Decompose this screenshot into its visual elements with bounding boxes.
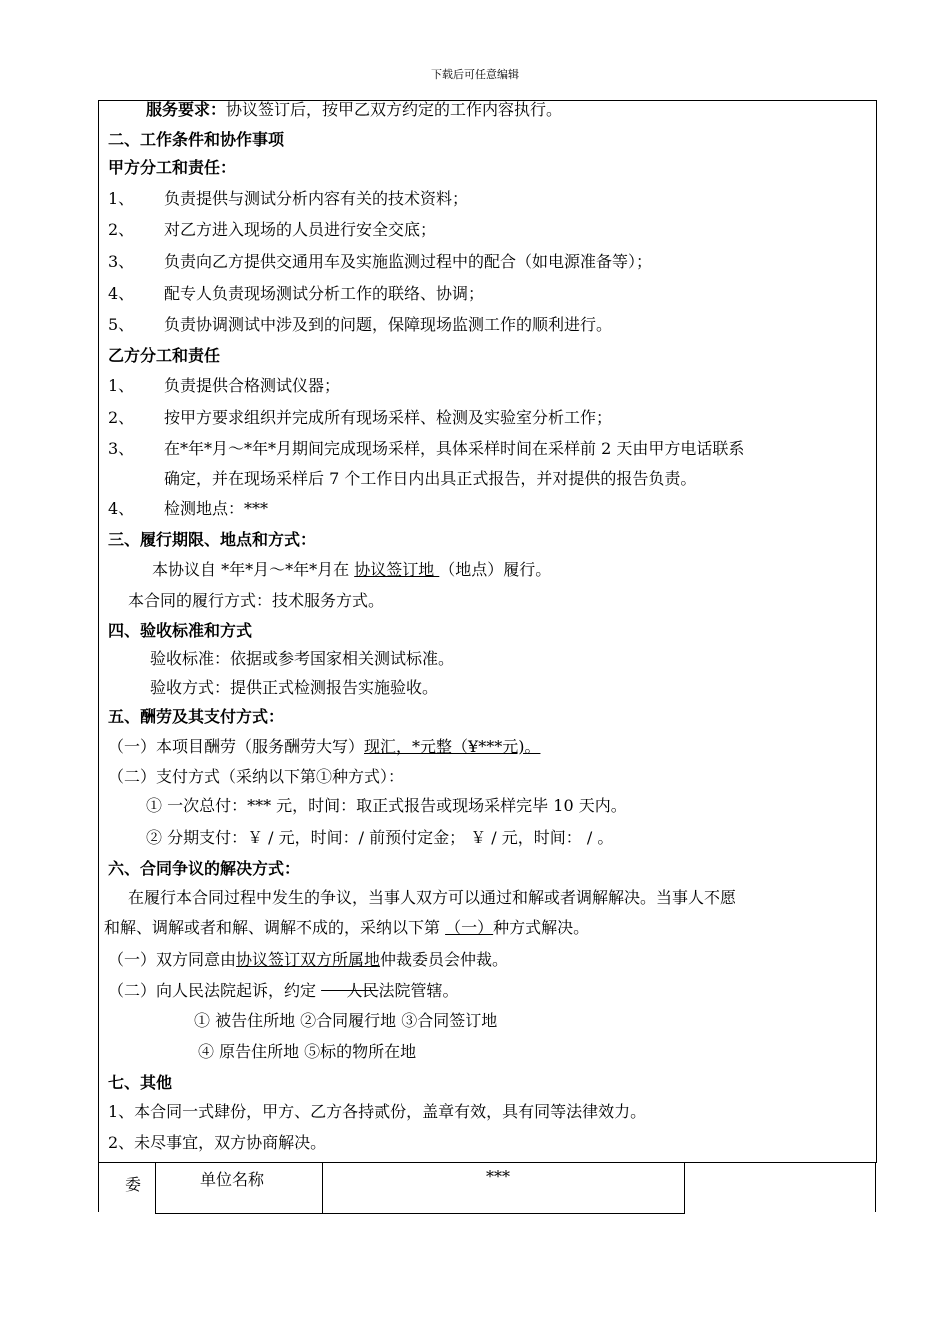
acceptance-method: 验收方式：提供正式检测报告实施验收。 (150, 678, 439, 697)
party-b-item-continued: 确定，并在现场采样后 7 个工作日内出具正式报告，并对提供的报告负责。 (164, 469, 697, 488)
signature-table-top (98, 1162, 875, 1163)
signature-table-border (98, 1162, 99, 1212)
party-a-item: 3、 负责向乙方提供交通用车及实施监测过程中的配合（如电源准备等）； (108, 252, 653, 271)
party-a-item: 1、 负责提供与测试分析内容有关的技术资料； (108, 189, 469, 208)
service-requirement (146, 100, 562, 120)
dispute-text-continued: 和解、调解或者和解、调解不成的，采纳以下第 （一）种方式解决。 (104, 918, 590, 937)
payment-lump-sum: ① 一次总付：*** 元，时间：取正式报告或现场采样完毕 10 天内。 (146, 796, 627, 815)
arbitration-field: 协议签订双方所属地 (236, 950, 381, 969)
signature-side-label: 委 (125, 1175, 142, 1194)
party-a-item: 2、 对乙方进入现场的人员进行安全交底； (108, 220, 437, 239)
signature-org-value: *** (486, 1167, 510, 1186)
place-field: 协议签订地 (354, 560, 440, 579)
court-choices-2: ④ 原告住所地 ⑤标的物所在地 (198, 1042, 417, 1061)
service-text: 协议签订后，按甲乙双方约定的工作内容执行。 (226, 100, 563, 119)
payment-method: （二）支付方式（采纳以下第①种方式）： (108, 767, 405, 786)
signature-table-border (684, 1162, 685, 1214)
party-b-item: 4、 检测地点：*** (108, 499, 269, 518)
party-b-item: 2、 按甲方要求组织并完成所有现场采样、检测及实验室分析工作； (108, 408, 613, 427)
party-a-title: 甲方分工和责任： (108, 158, 237, 177)
section-3-title: 三、履行期限、地点和方式： (108, 530, 317, 549)
party-b-item: 1、 负责提供合格测试仪器； (108, 376, 341, 395)
party-a-item: 4、 配专人负责现场测试分析工作的联络、协调； (108, 284, 485, 303)
performance-place: 本协议自 *年*月～*年*月在 协议签订地 （地点）履行。 (152, 560, 552, 579)
page-header: 下载后可任意编辑 (431, 68, 519, 81)
party-a-item: 5、 负责协调测试中涉及到的问题，保障现场监测工作的顺利进行。 (108, 315, 613, 334)
dispute-text: 在履行本合同过程中发生的争议，当事人双方可以通过和解或者调解解决。当事人不愿 (128, 888, 737, 907)
section-7-title: 七、其他 (108, 1073, 173, 1092)
signature-table-border (155, 1213, 685, 1214)
signature-table-border (155, 1162, 156, 1214)
service-label: 服务要求： (146, 100, 227, 119)
acceptance-standard: 验收标准：依据或参考国家相关测试标准。 (150, 649, 455, 668)
signature-table-border (322, 1162, 323, 1214)
court-field: 人民 (321, 981, 379, 1000)
other-clause-1: 1、本合同一式肆份，甲方、乙方各持贰份，盖章有效，具有同等法律效力。 (108, 1102, 647, 1121)
section-2-title: 二、工作条件和协作事项 (108, 130, 285, 149)
fee-field: 现汇，*元整（¥***元)。 (364, 737, 541, 756)
court-option: （二）向人民法院起诉，约定 人民法院管辖。 (108, 981, 459, 1000)
party-b-title: 乙方分工和责任 (108, 346, 221, 365)
fee-amount: （一）本项目酬劳（服务酬劳大写）现汇，*元整（¥***元)。 (108, 737, 541, 756)
section-4-title: 四、验收标准和方式 (108, 621, 253, 640)
section-6-title: 六、合同争议的解决方式： (108, 859, 301, 878)
other-clause-2: 2、未尽事宜，双方协商解决。 (108, 1133, 327, 1152)
party-b-item: 3、 在*年*月～*年*月期间完成现场采样，具体采样时间在采样前 2 天由甲方电话联系 (108, 439, 745, 458)
payment-installment: ② 分期支付：￥ / 元，时间：/ 前预付定金； ￥ / 元，时间： / 。 (146, 828, 614, 847)
court-choices-1: ① 被告住所地 ②合同履行地 ③合同签订地 (194, 1011, 498, 1030)
signature-table-border (875, 1162, 876, 1212)
performance-mode: 本合同的履行方式：技术服务方式。 (128, 591, 385, 610)
section-5-title: 五、酬劳及其支付方式： (108, 707, 285, 726)
signature-org-label: 单位名称 (200, 1170, 265, 1189)
arbitration-option: （一）双方同意由协议签订双方所属地仲裁委员会仲裁。 (108, 950, 509, 969)
dispute-choice-field: （一） (445, 918, 494, 937)
